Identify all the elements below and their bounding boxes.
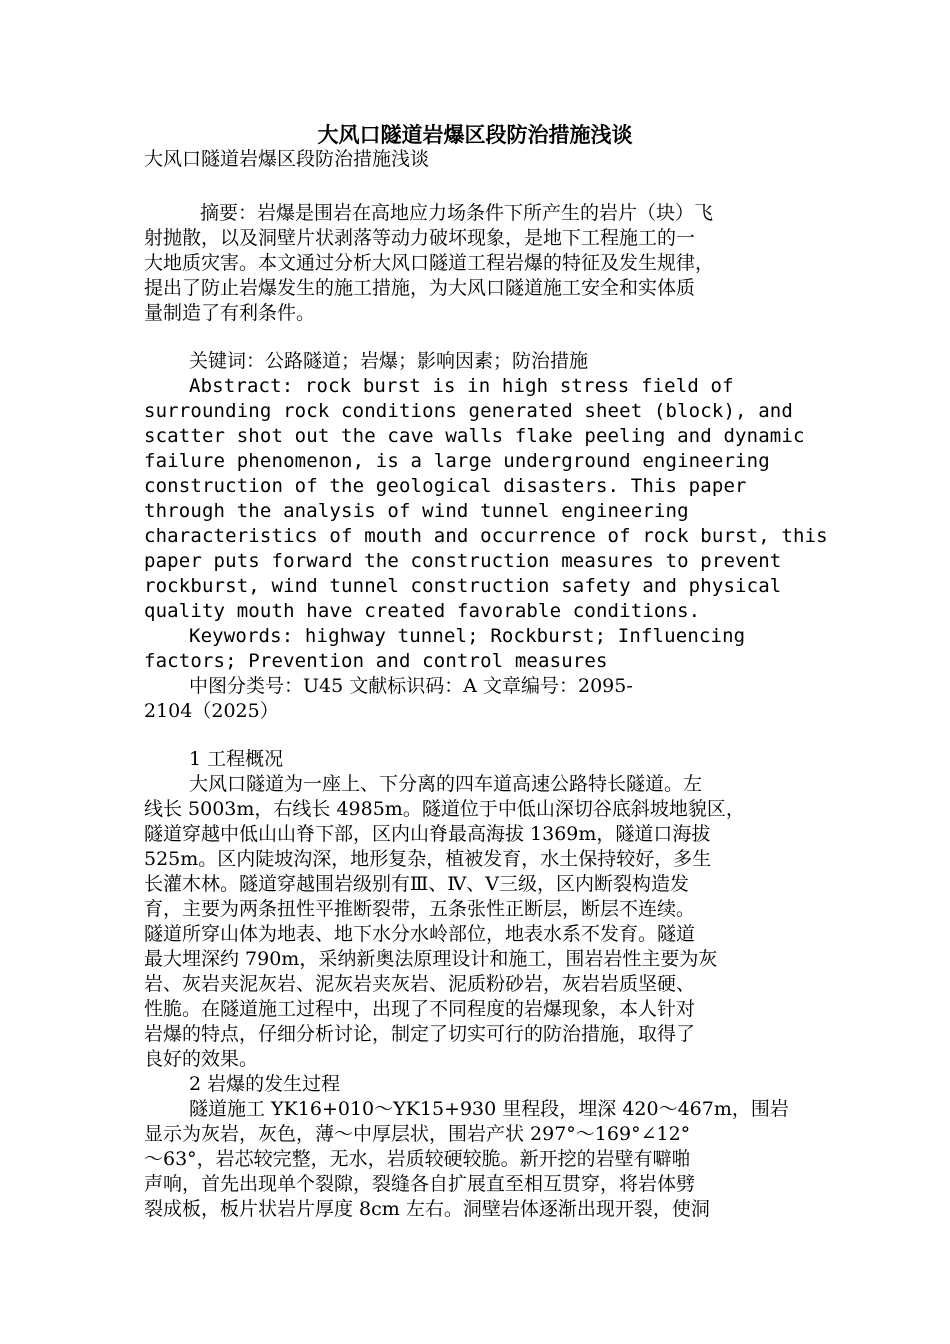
keywords-en-line: factors; Prevention and control measures bbox=[144, 650, 608, 672]
keywords-cn: 关键词：公路隧道；岩爆；影响因素；防治措施 bbox=[189, 350, 589, 372]
section-1-line: 隧道穿越中低山山脊下部，区内山脊最高海拔 1369m，隧道口海拔 bbox=[144, 823, 711, 845]
abstract-cn-line: 射抛散，以及洞壁片状剥落等动力破坏现象，是地下工程施工的一 bbox=[144, 227, 696, 249]
section-2-heading: 2 岩爆的发生过程 bbox=[189, 1073, 341, 1095]
section-1-line: 性脆。在隧道施工过程中，出现了不同程度的岩爆现象，本人针对 bbox=[144, 998, 696, 1020]
abstract-cn-line: 提出了防止岩爆发生的施工措施，为大风口隧道施工安全和实体质 bbox=[144, 277, 696, 299]
section-1-line: 线长 5003m，右线长 4985m。隧道位于中低山深切谷底斜坡地貌区， bbox=[144, 798, 745, 820]
section-2-line: 隧道施工 YK16+010～YK15+930 里程段，埋深 420～467m，围岩 bbox=[189, 1098, 789, 1120]
abstract-en-line: scatter shot out the cave walls flake peeling and dynamic bbox=[144, 425, 805, 447]
section-1-line: 岩爆的特点，仔细分析讨论，制定了切实可行的防治措施，取得了 bbox=[144, 1023, 696, 1045]
classification-line: 中图分类号：U45 文献标识码：A 文章编号：2095- bbox=[189, 675, 633, 697]
section-2-line: 裂成板，板片状岩片厚度 8cm 左右。洞壁岩体逐渐出现开裂，使洞 bbox=[144, 1198, 710, 1220]
section-1-line: 岩、灰岩夹泥灰岩、泥灰岩夹灰岩、泥质粉砂岩，灰岩岩质坚硬、 bbox=[144, 973, 696, 995]
abstract-en-line: construction of the geological disasters. This paper bbox=[144, 475, 747, 497]
keywords-en-line: Keywords: highway tunnel; Rockburst; Influencing bbox=[189, 625, 746, 647]
abstract-en-line: paper puts forward the construction measures to prevent bbox=[144, 550, 782, 572]
abstract-en-line: quality mouth have created favorable conditions. bbox=[144, 600, 701, 622]
abstract-cn-line: 摘要：岩爆是围岩在高地应力场条件下所产生的岩片（块）飞 bbox=[200, 202, 714, 224]
section-1-line: 隧道所穿山体为地表、地下水分水岭部位，地表水系不发育。隧道 bbox=[144, 923, 696, 945]
abstract-cn-line: 大地质灾害。本文通过分析大风口隧道工程岩爆的特征及发生规律， bbox=[144, 252, 715, 274]
classification-line: 2104（2025） bbox=[144, 700, 279, 722]
abstract-en-line: rockburst, wind tunnel construction safety and physical bbox=[144, 575, 782, 597]
abstract-en-line: through the analysis of wind tunnel engineering bbox=[144, 500, 689, 522]
section-1-line: 最大埋深约 790m，采纳新奥法原理设计和施工，围岩岩性主要为灰 bbox=[144, 948, 718, 970]
abstract-en-line: Abstract: rock burst is in high stress field of bbox=[189, 375, 734, 397]
section-1-line: 育，主要为两条扭性平推断裂带，五条张性正断层，断层不连续。 bbox=[144, 898, 696, 920]
section-2-line: 声响，首先出现单个裂隙，裂缝各自扩展直至相互贯穿，将岩体劈 bbox=[144, 1173, 696, 1195]
document-subtitle: 大风口隧道岩爆区段防治措施浅谈 bbox=[144, 148, 430, 170]
section-2-line: ～63°，岩芯较完整，无水，岩质较硬较脆。新开挖的岩壁有噼啪 bbox=[144, 1148, 691, 1170]
section-1-heading: 1 工程概况 bbox=[189, 748, 284, 770]
section-1-line: 525m。区内陡坡沟深，地形复杂，植被发育，水土保持较好，多生 bbox=[144, 848, 712, 870]
section-1-line: 良好的效果。 bbox=[144, 1048, 259, 1070]
abstract-en-line: characteristics of mouth and occurrence of rock burst, this bbox=[144, 525, 828, 547]
section-1-line: 大风口隧道为一座上、下分离的四车道高速公路特长隧道。左 bbox=[189, 773, 703, 795]
section-2-line: 显示为灰岩，灰色，薄～中厚层状，围岩产状 297°～169°∠12° bbox=[144, 1123, 691, 1145]
abstract-en-line: failure phenomenon, is a large underground engineering bbox=[144, 450, 770, 472]
section-1-line: 长灌木林。隧道穿越围岩级别有Ⅲ、Ⅳ、Ⅴ三级，区内断裂构造发 bbox=[144, 873, 690, 895]
abstract-cn-line: 量制造了有利条件。 bbox=[144, 302, 316, 324]
document-title: 大风口隧道岩爆区段防治措施浅谈 bbox=[317, 122, 633, 147]
abstract-en-line: surrounding rock conditions generated sheet (block), and bbox=[144, 400, 793, 422]
